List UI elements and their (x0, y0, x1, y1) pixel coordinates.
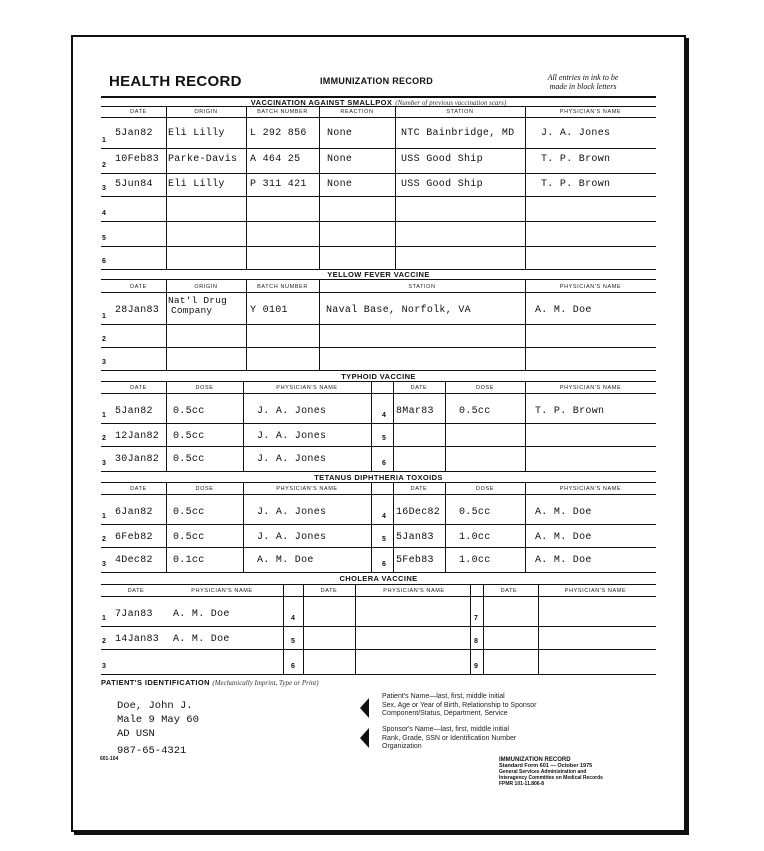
column-divider (243, 482, 244, 572)
column-header-dose: DOSE (195, 385, 214, 391)
patient-name: Doe, John J. (117, 700, 193, 712)
form-subtitle: IMMUNIZATION RECORD (320, 76, 434, 86)
legend-sponsor-org: Organization (382, 743, 422, 750)
column-divider (371, 482, 372, 572)
tetanus-date: 5Jan83 (396, 532, 434, 543)
rule-line (101, 279, 656, 280)
column-header-dose: DOSE (195, 486, 214, 492)
tetanus-date: 16Dec82 (396, 507, 441, 518)
column-header-reaction: REACTION (340, 109, 374, 115)
row-number: 8 (474, 638, 478, 645)
column-divider (393, 381, 394, 471)
row-number: 4 (291, 615, 295, 622)
row-number: 5 (382, 435, 386, 442)
rule-line (101, 494, 656, 495)
tetanus-physician: J. A. Jones (257, 507, 327, 518)
patient-ssn: 987-65-4321 (117, 745, 187, 757)
rule-line (101, 423, 656, 424)
column-header-date-3: DATE (500, 588, 518, 594)
smallpox-station: USS Good Ship (401, 154, 483, 165)
cholera-section-title-label: CHOLERA VACCINE (339, 574, 418, 583)
rule-line (101, 446, 656, 447)
row-number: 6 (382, 460, 386, 467)
column-header-dose-2: DOSE (476, 486, 494, 492)
column-header-origin: ORIGIN (194, 109, 218, 115)
row-number: 5 (291, 638, 295, 645)
typhoid-dose: 0.5cc (173, 406, 205, 417)
rule-line (101, 148, 656, 149)
tetanus-dose: 0.5cc (173, 507, 205, 518)
column-divider (525, 381, 526, 471)
tetanus-dose: 0.1cc (173, 555, 205, 566)
column-header-date-2: DATE (410, 486, 428, 492)
row-number: 6 (382, 561, 386, 568)
smallpox-batch: P 311 421 (250, 179, 307, 190)
ink-note (528, 73, 638, 91)
column-divider (483, 584, 484, 674)
row-number: 4 (382, 513, 386, 520)
row-number: 2 (102, 536, 106, 543)
column-header-batch: BATCH NUMBER (257, 109, 308, 115)
footer-gsa: General Services Administration and (499, 769, 587, 775)
patient-status: AD USN (117, 728, 155, 740)
row-number: 1 (102, 412, 106, 419)
rule-line (101, 292, 656, 293)
rule-line (101, 117, 656, 118)
footer-fpmr: FPMR 101-11.806-8 (499, 781, 545, 787)
column-header-physician-3: PHYSICIAN'S NAME (564, 588, 627, 594)
patient-arrow-icon (360, 698, 369, 718)
row-number: 2 (102, 435, 106, 442)
form-footer (499, 757, 603, 787)
smallpox-station: USS Good Ship (401, 179, 483, 190)
cholera-date: 7Jan83 (115, 609, 153, 620)
smallpox-origin: Eli Lilly (168, 128, 225, 139)
column-header-dose-2: DOSE (476, 385, 494, 391)
smallpox-section-title-note: (Number of previous vaccination scars) (395, 99, 507, 107)
immunization-form (71, 35, 686, 832)
legend-sponsor-name: Sponsor's Name—last, first, middle initial (382, 726, 509, 733)
tetanus-date: 6Jan82 (115, 507, 153, 518)
tetanus-date: 6Feb82 (115, 532, 153, 543)
footer-form-name: IMMUNIZATION RECORD (499, 757, 571, 763)
smallpox-physician: T. P. Brown (541, 179, 611, 190)
smallpox-section-title-label: VACCINATION AGAINST SMALLPOX (250, 98, 393, 107)
column-divider (393, 482, 394, 572)
tetanus-dose: 1.0cc (459, 532, 491, 543)
row-number: 7 (474, 615, 478, 622)
row-number: 1 (102, 615, 106, 622)
cholera-section-title (101, 574, 656, 583)
row-number: 3 (102, 185, 106, 192)
patient-id-note: (Mechanically Imprint, Type or Print) (212, 679, 319, 687)
patient-imprint (117, 699, 199, 758)
cholera-date: 14Jan83 (115, 634, 160, 645)
column-divider (470, 584, 471, 674)
row-number: 3 (102, 663, 106, 670)
typhoid-date: 30Jan82 (115, 454, 160, 465)
smallpox-date: 5Jan82 (115, 128, 153, 139)
column-header-physician: PHYSICIAN'S NAME (276, 385, 338, 391)
smallpox-date: 10Feb83 (115, 154, 160, 165)
column-header-date: DATE (130, 385, 147, 391)
patient-legend (382, 693, 537, 719)
typhoid-physician: J. A. Jones (257, 431, 327, 442)
yellow-fever-station: Naval Base, Norfolk, VA (326, 305, 471, 316)
rule-line (101, 482, 656, 483)
tetanus-section-title-label: TETANUS DIPHTHERIA TOXOIDS (314, 473, 443, 482)
rule-line (101, 393, 656, 394)
column-header-physician-2: PHYSICIAN'S NAME (559, 486, 622, 492)
legend-sponsor-rank: Rank, Grade, SSN or Identification Number (382, 734, 517, 742)
column-header-batch: BATCH NUMBER (257, 284, 308, 290)
tetanus-dose: 1.0cc (459, 555, 491, 566)
patient-sex-birth: Male 9 May 60 (117, 714, 199, 726)
row-number: 3 (102, 359, 106, 366)
smallpox-date: 5Jun84 (115, 179, 153, 190)
patient-id-label: PATIENT'S IDENTIFICATION (101, 678, 210, 687)
typhoid-section-title (101, 372, 656, 381)
smallpox-station: NTC Bainbridge, MD (401, 128, 515, 139)
column-header-date: DATE (127, 588, 145, 594)
row-number: 3 (102, 561, 106, 568)
column-header-date: DATE (130, 284, 147, 290)
column-divider (283, 584, 284, 674)
column-header-origin: ORIGIN (194, 284, 218, 290)
column-header-physician: PHYSICIAN'S NAME (191, 588, 253, 594)
column-header-physician: PHYSICIAN'S NAME (559, 109, 622, 115)
column-header-station: STATION (446, 109, 474, 115)
rule-line (101, 524, 656, 525)
tetanus-date: 4Dec82 (115, 555, 153, 566)
typhoid-date: 8Mar83 (396, 406, 434, 417)
row-number: 2 (102, 162, 106, 169)
yellow-fever-date: 28Jan83 (115, 305, 160, 316)
column-divider (166, 381, 167, 471)
rule-line (101, 626, 656, 627)
column-header-date-2: DATE (410, 385, 428, 391)
rule-line (101, 221, 656, 222)
typhoid-date: 5Jan82 (115, 406, 153, 417)
column-header-physician-2: PHYSICIAN'S NAME (559, 385, 622, 391)
column-divider (303, 584, 304, 674)
rule-line (101, 347, 656, 348)
tetanus-physician: A. M. Doe (535, 507, 592, 518)
stock-number: 601-104 (100, 756, 119, 762)
smallpox-physician: T. P. Brown (541, 154, 611, 165)
row-number: 1 (102, 513, 106, 520)
sponsor-legend (382, 726, 516, 752)
rule-line (101, 547, 656, 548)
tetanus-section-title (101, 473, 656, 482)
tetanus-physician: A. M. Doe (257, 555, 314, 566)
patient-id-heading (101, 678, 319, 687)
typhoid-dose: 0.5cc (173, 431, 205, 442)
column-header-physician: PHYSICIAN'S NAME (276, 486, 338, 492)
rule-line (101, 106, 656, 107)
column-header-physician: PHYSICIAN'S NAME (559, 284, 622, 290)
column-divider (355, 584, 356, 674)
tetanus-physician: A. M. Doe (535, 555, 592, 566)
row-number: 1 (102, 313, 106, 320)
row-number: 3 (102, 460, 106, 467)
column-header-date-2: DATE (320, 588, 338, 594)
row-number: 9 (474, 663, 478, 670)
smallpox-batch: L 292 856 (250, 128, 307, 139)
yellow-fever-physician: A. M. Doe (535, 305, 592, 316)
rule-line (101, 381, 656, 382)
rule-line (101, 649, 656, 650)
tetanus-dose: 0.5cc (459, 507, 491, 518)
tetanus-physician: J. A. Jones (257, 532, 327, 543)
typhoid-physician: J. A. Jones (257, 406, 327, 417)
ink-note-line-1: All entries in ink to be (547, 73, 619, 82)
column-divider (166, 482, 167, 572)
yellow-fever-origin-line-2: Company (171, 305, 213, 316)
rule-line (101, 572, 656, 573)
row-number: 6 (291, 663, 295, 670)
row-number: 5 (382, 536, 386, 543)
row-number: 2 (102, 336, 106, 343)
tetanus-dose: 0.5cc (173, 532, 205, 543)
column-divider (538, 584, 539, 674)
smallpox-origin: Parke-Davis (168, 154, 238, 165)
yellow-fever-origin-line-1: Nat'l Drug (168, 295, 228, 306)
smallpox-reaction: None (327, 154, 353, 165)
column-divider (445, 381, 446, 471)
column-divider (243, 381, 244, 471)
rule-line (101, 596, 656, 597)
row-number: 1 (102, 137, 106, 144)
rule-line (101, 246, 656, 247)
ink-note-line-2: made in block letters (549, 82, 617, 91)
yellow-fever-section-title (101, 270, 656, 279)
column-header-date: DATE (130, 486, 147, 492)
footer-committee: Interagency Committee on Medical Records (499, 775, 603, 781)
yellow-fever-batch: Y 0101 (250, 305, 288, 316)
form-title: HEALTH RECORD (109, 73, 242, 90)
typhoid-section-title-label: TYPHOID VACCINE (341, 372, 416, 381)
column-divider (395, 106, 396, 269)
yellow-fever-section-title-label: YELLOW FEVER VACCINE (327, 270, 430, 279)
rule-line (101, 196, 656, 197)
rule-line (101, 370, 656, 371)
column-header-date: DATE (130, 109, 147, 115)
rule-line (101, 173, 656, 174)
smallpox-origin: Eli Lilly (168, 179, 225, 190)
row-number: 4 (102, 210, 106, 217)
row-number: 4 (382, 412, 386, 419)
typhoid-dose: 0.5cc (459, 406, 491, 417)
column-header-physician-2: PHYSICIAN'S NAME (383, 588, 445, 594)
row-number: 5 (102, 235, 106, 242)
column-divider (246, 106, 247, 269)
footer-standard-form: Standard Form 601 — October 1975 (499, 763, 593, 769)
column-divider (319, 106, 320, 269)
smallpox-reaction: None (327, 179, 353, 190)
legend-patient-name: Patient's Name—last, first, middle initial (382, 693, 505, 700)
column-divider (445, 482, 446, 572)
smallpox-physician: J. A. Jones (541, 128, 611, 139)
typhoid-physician: J. A. Jones (257, 454, 327, 465)
column-divider (166, 106, 167, 269)
column-divider (525, 482, 526, 572)
sponsor-arrow-icon (360, 728, 369, 748)
typhoid-physician: T. P. Brown (535, 406, 605, 417)
column-divider (371, 381, 372, 471)
cholera-physician: A. M. Doe (173, 609, 230, 620)
smallpox-batch: A 464 25 (250, 154, 301, 165)
column-header-station: STATION (408, 284, 436, 290)
row-number: 2 (102, 638, 106, 645)
typhoid-date: 12Jan82 (115, 431, 160, 442)
column-divider (525, 106, 526, 269)
typhoid-dose: 0.5cc (173, 454, 205, 465)
rule-line (101, 471, 656, 472)
rule-line (101, 674, 656, 675)
rule-line (101, 584, 656, 585)
legend-patient-component: Component/Status, Department, Service (382, 710, 508, 717)
tetanus-physician: A. M. Doe (535, 532, 592, 543)
smallpox-reaction: None (327, 128, 353, 139)
row-number: 6 (102, 258, 106, 265)
tetanus-date: 5Feb83 (396, 555, 434, 566)
rule-line (101, 324, 656, 325)
cholera-physician: A. M. Doe (173, 634, 230, 645)
legend-patient-sex: Sex, Age or Year of Birth, Relationship to Sponsor (382, 701, 537, 709)
